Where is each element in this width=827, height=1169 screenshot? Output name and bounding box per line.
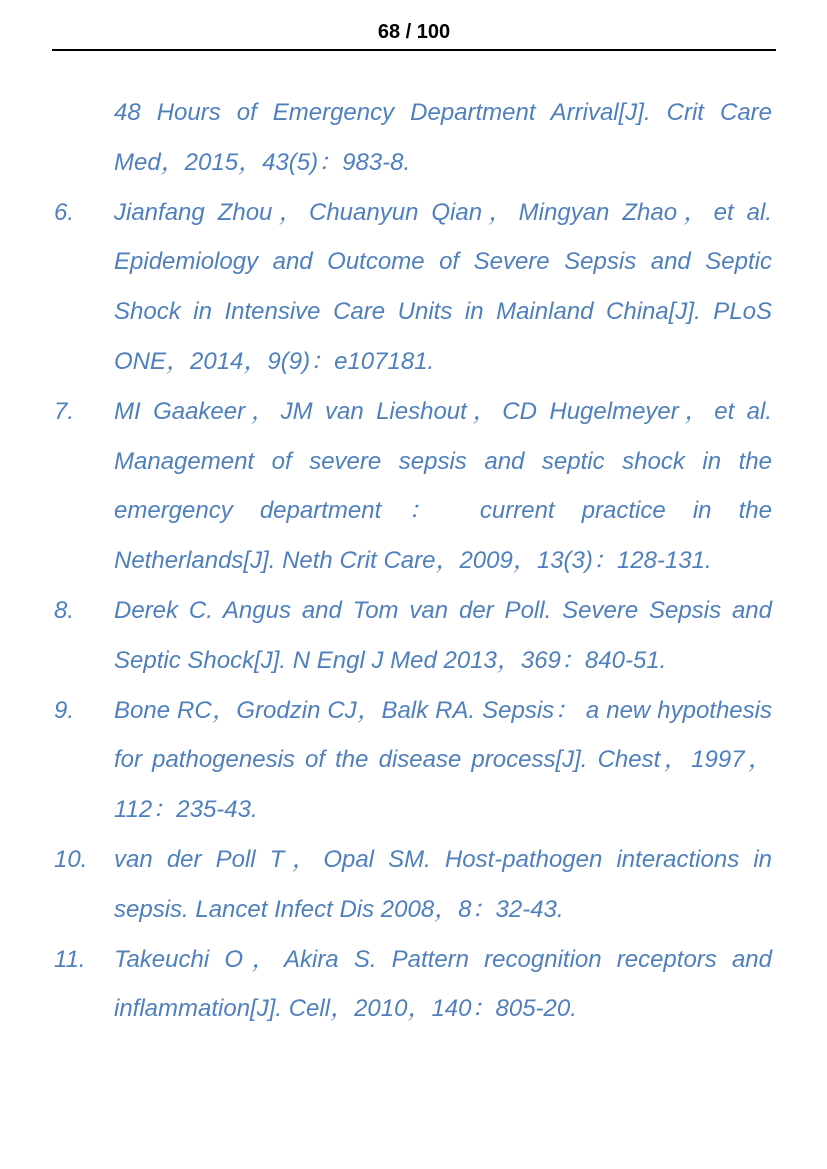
reference-text: Bone RC，Grodzin CJ，Balk RA. Sepsis： a new hypothesis for pathogenesis of the disease process[J]. Chest，1997，112：235-43. xyxy=(114,696,772,824)
reference-item xyxy=(54,835,772,935)
reference-number: 7. xyxy=(54,397,75,425)
reference-item xyxy=(54,188,772,387)
reference-text: Jianfang Zhou，Chuanyun Qian，Mingyan Zhao，et al. Epidemiology and Outcome of Severe Sepsis and Septic Shock in Intensive Care Units in Mainland China[J]. PLoS ONE，2014，9(9)：e107181. xyxy=(114,198,772,375)
reference-number: 10. xyxy=(54,845,88,873)
reference-number: 6. xyxy=(54,198,75,226)
reference-item xyxy=(54,586,772,686)
reference-item xyxy=(54,935,772,1035)
reference-item xyxy=(54,686,772,835)
reference-number: 8. xyxy=(54,596,75,624)
reference-text: Takeuchi O，Akira S. Pattern recognition receptors and inflammation[J]. Cell，2010，140：805-20. xyxy=(114,945,772,1023)
reference-number: 11. xyxy=(54,945,86,973)
reference-text: MI Gaakeer，JM van Lieshout，CD Hugelmeyer，et al. Management of severe sepsis and septic shock in the emergency department ： current practice in the Netherlands[J]. Neth Crit Care，2009，13(3)：128-131. xyxy=(114,397,772,575)
page-header xyxy=(52,17,776,51)
reference-item xyxy=(54,88,772,188)
reference-text: Derek C. Angus and Tom van der Poll. Severe Sepsis and Septic Shock[J]. N Engl J Med 2013，369：840-51. xyxy=(114,596,772,674)
reference-text: 48 Hours of Emergency Department Arrival[J]. Crit Care Med，2015，43(5)：983-8. xyxy=(114,99,772,176)
reference-item xyxy=(54,387,772,586)
reference-number: 9. xyxy=(54,696,75,724)
reference-list xyxy=(54,88,772,1034)
reference-text: van der Poll T，Opal SM. Host-pathogen interactions in sepsis. Lancet Infect Dis 2008，8：32-43. xyxy=(114,845,772,923)
page-number: 68 / 100 xyxy=(377,21,451,43)
